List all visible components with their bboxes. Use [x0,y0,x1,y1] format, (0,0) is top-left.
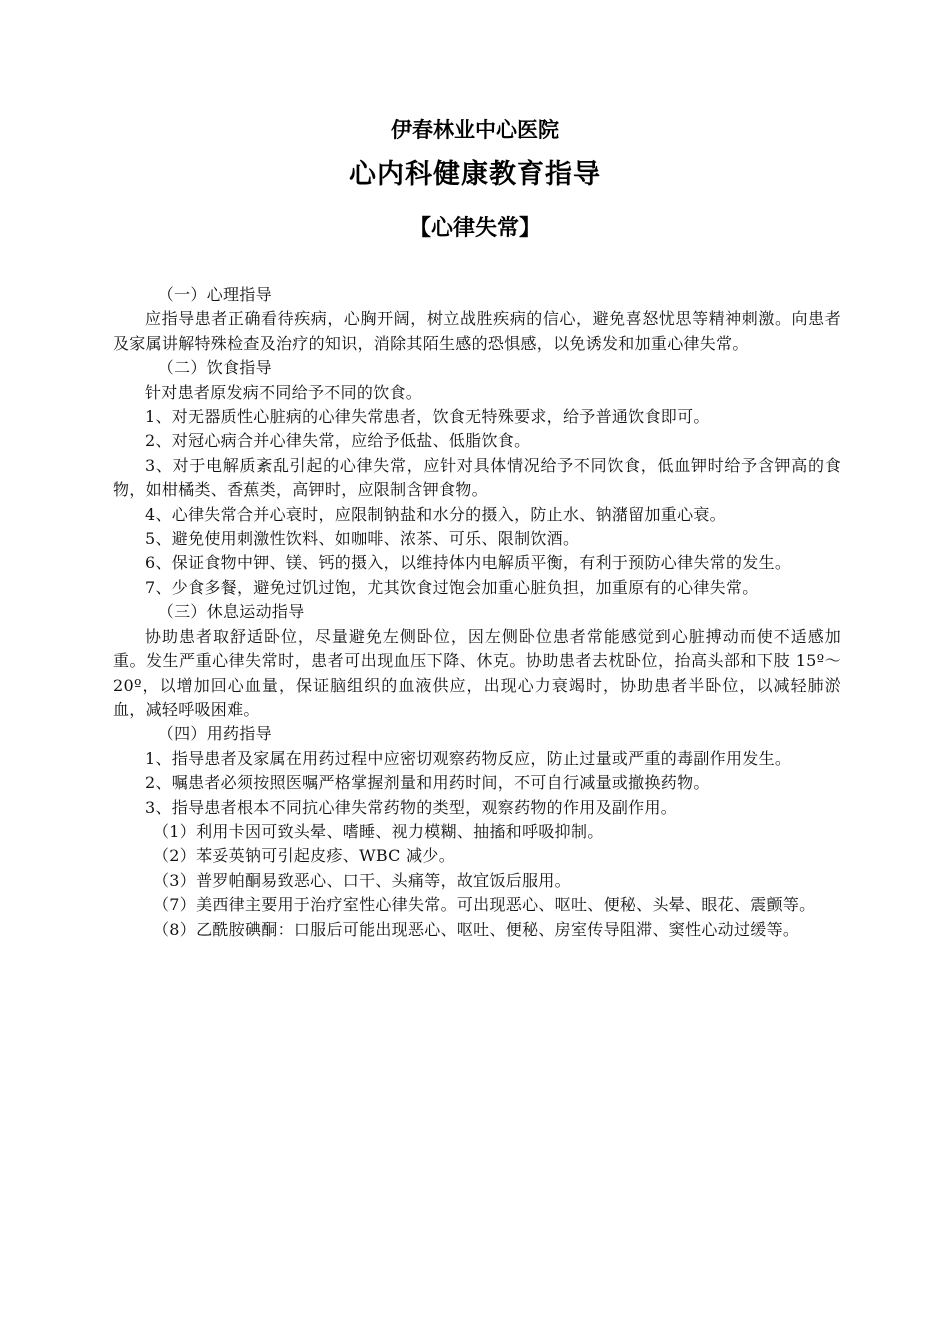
list-item-diet-1: 1、对无器质性心脏病的心律失常患者，饮食无特殊要求，给予普通饮食即可。 [145,407,710,427]
list-item-medication-1: 1、指导患者及家属在用药过程中应密切观察药物反应，防止过量或严重的毒副作用发生。 [145,748,792,768]
list-item-diet-2: 2、对冠心病合并心律失常，应给予低盐、低脂饮食。 [145,431,531,451]
drug-item-7: （7）美西律主要用于治疗室性心律失常。可出现恶心、呕吐、便秘、头晕、眼花、震颤等。 [153,895,816,915]
section-heading-rest-exercise: （三）休息运动指导 [157,602,305,622]
hospital-name: 伊春林业中心医院 [391,118,559,142]
drug-item-3: （3）普罗帕酮易致恶心、口干、头痛等，故宜饭后服用。 [153,870,571,890]
list-item-diet-4: 4、心律失常合并心衰时，应限制钠盐和水分的摄入，防止水、钠潴留加重心衰。 [145,504,726,524]
section-heading-psychological: （一）心理指导 [157,285,272,304]
paragraph-psychological: 应指导患者正确看待疾病，心胸开阔，树立战胜疾病的信心，避免喜怒忧思等精神刺激。向患者及家属讲解特殊检查及治疗的知识，消除其陌生感的恐惧感，以免诱发和加重心律失常。 [113,309,841,353]
paragraph-diet-intro: 针对患者原发病不同给予不同的饮食。 [145,382,423,402]
topic-heading: 【心律失常】 [408,216,541,241]
list-item-diet-6: 6、保证食物中钾、镁、钙的摄入，以维持体内电解质平衡，有利于预防心律失常的发生。 [145,553,792,573]
list-item-diet-7: 7、少食多餐，避免过饥过饱，尤其饮食过饱会加重心脏负担，加重原有的心律失常。 [145,577,759,597]
list-item-diet-3: 3、对于电解质紊乱引起的心律失常，应针对具体情况给予不同饮食，低血钾时给予含钾高的食物，如柑橘类、香蕉类，高钾时，应限制含钾食物。 [113,455,841,500]
list-item-diet-5: 5、避免使用刺激性饮料、如咖啡、浓茶、可乐、限制饮酒。 [145,529,580,549]
section-heading-medication: （四）用药指导 [157,724,272,744]
list-item-medication-2: 2、嘱患者必须按照医嘱严格掌握剂量和用药时间，不可自行减量或撤换药物。 [145,773,710,793]
paragraph-rest-exercise: 协助患者取舒适卧位，尽量避免左侧卧位，因左侧卧位患者常能感觉到心脏搏动而使不适感加重。发生严重心律失常时，患者可出现血压下降、休克。协助患者去枕卧位，抬高头部和下肢 15º～20º，以增加回心血量，保证脑组织的血液供应，出现心力衰竭时，协助患者半卧位，以减轻肺淤血，减轻呼吸困难。 [113,626,841,719]
drug-item-2: （2）苯妥英钠可引起皮疹、WBC 减少。 [153,846,456,866]
document-title: 心内科健康教育指导 [349,159,601,190]
list-item-medication-3: 3、指导患者根本不同抗心律失常药物的类型，观察药物的作用及副作用。 [145,797,678,817]
section-heading-diet: （二）饮食指导 [157,358,272,378]
document-body [113,283,841,942]
drug-item-8: （8）乙酰胺碘酮：口服后可能出现恶心、呕吐、便秘、房室传导阻滞、窦性心动过缓等。 [153,919,800,939]
drug-item-1: （1）利用卡因可致头晕、嗜睡、视力模糊、抽搐和呼吸抑制。 [153,821,604,841]
